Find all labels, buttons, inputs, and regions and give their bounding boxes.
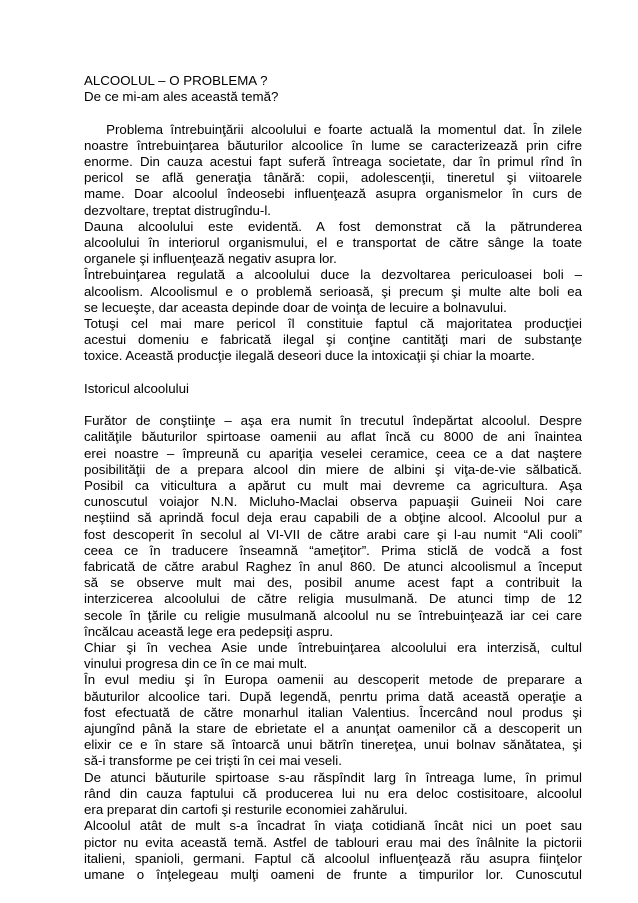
text-line: italieni, spanioli, germani. Faptul că alcoolul influenţează rău asupra fiinţelor: [84, 850, 582, 866]
text-line: De atunci băuturile spirtoase s-au răspîndit larg în întreaga lume, în primul: [84, 769, 582, 785]
text-line: noastre întrebuinţarea băuturilor alcoolice în lume se caracterizează prin cifre: [84, 137, 582, 153]
text-line: Totuşi cel mai mare pericol îl constituie faptul că majoritatea producţiei: [84, 316, 582, 332]
text-line: enorme. Din cauza acestui fapt suferă întreaga societate, dar în primul rînd în: [84, 154, 582, 169]
document-subtitle: De ce mi-am ales această temă?: [84, 89, 279, 105]
text-line: Chiar şi în vechea Asie unde întrebuinţarea alcoolului era interzisă, cultul: [84, 640, 582, 656]
text-line: pericol se află generaţia tânără: copii, adolescenţii, tineretul şi viitoarele: [84, 170, 582, 186]
text-line: mame. Doar alcoolul îndeosebi influenţează asupra organismelor în curs de: [84, 186, 582, 202]
text-line: Întrebuinţarea regulată a alcoolului duce la dezvoltarea periculoasei boli –: [84, 267, 582, 283]
spacer: [84, 365, 582, 381]
intro-paragraphs: [84, 122, 582, 365]
text-line: organele şi influenţează negativ asupra lor.: [84, 251, 337, 267]
text-line: umane o înţelegeau mulţi oameni de frunte a timpurilor lor. Cunoscutul: [84, 866, 582, 882]
text-line: acestui domeniu e fabricată ilegal şi conţine cantităţi mari de substanţe: [84, 332, 582, 348]
text-line: alcoolului în interiorul organismului, el e transportat de către sânge la toate: [84, 235, 582, 251]
text-line: erei noastre – împreună cu apariţia veselei ceramice, ceea ce a dat naştere: [84, 445, 582, 461]
text-line: dezvoltare, treptat distrugîndu-l.: [84, 202, 271, 218]
text-line: fost efectuată de către monarhul italian Valentius. Încercând noul produs şi: [84, 704, 582, 720]
text-line: secole în ţările cu religie musulmană alcoolul nu se întrebuinţează iar cei care: [84, 607, 582, 623]
text-line: băuturilor alcoolice tari. După legendă, penrtu prima dată această operaţie a: [84, 688, 582, 704]
document-title: ALCOOLUL – O PROBLEMA ?: [84, 73, 268, 88]
text-line: rând din cauza faptului că producerea lui nu era deloc costisitoare, alcoolul: [84, 785, 582, 801]
section-heading: Istoricul alcoolului: [84, 380, 189, 396]
history-paragraphs: [84, 413, 582, 883]
text-line: încălcau această lege era pedepsiţi aspru.: [84, 623, 334, 639]
text-line: Posibil ca viticultura a apărut cu mult mai devreme ca agricultura. Aşa: [84, 478, 582, 494]
text-line: posibilităţii de a prepara alcool din miere de albini şi viţa-de-vie sălbatică.: [84, 461, 582, 477]
text-line: fost descoperit în secolul al VI-VII de către arabi care şi l-au numit “Ali cooli”: [84, 526, 582, 542]
text-line: să se observe mult mai des, posibil anume acest fapt a contribuit la: [84, 575, 582, 591]
text-line: elixir ce e în stare să întoarcă unui bătrîn tinereţea, unui bolnav sănătatea, şi: [84, 737, 582, 753]
text-line: În evul mediu şi în Europa oamenii au descoperit metode de preparare a: [84, 672, 582, 688]
text-line: Dauna alcoolului este evidentă. A fost demonstrat că la pătrunderea: [84, 218, 582, 234]
text-line: neştiind să aprindă focul deja erau capabili de a obţine alcool. Alcoolul pur a: [84, 510, 582, 526]
text-line: Alcoolul atât de mult s-a încadrat în viaţa cotidiană încât nici un poet sau: [84, 818, 582, 834]
spacer: [84, 397, 582, 413]
spacer: [84, 105, 582, 121]
text-line: Problema întrebuinţării alcoolului e foarte actuală la momentul dat. În zilele: [84, 121, 582, 137]
text-line: Furător de conştiinţe – aşa era numit în trecutul îndepărtat alcoolul. Despre: [84, 413, 582, 429]
text-line: vinului progresa din ce în ce mai mult.: [84, 656, 308, 672]
text-line: era preparat din cartofi şi resturile economiei zahărului.: [84, 802, 408, 818]
text-line: se lecueşte, dar aceasta depinde doar de voinţa de lecuire a bolnavului.: [84, 299, 507, 315]
text-line: pictor nu evita această temă. Astfel de tablouri erau mai des înâlnite la pictorii: [84, 834, 582, 850]
text-line: să-i transforme pe cei trişti în cei mai veseli.: [84, 753, 342, 769]
text-line: ajungînd până la stare de ebrietate el a anunţat oamenilor că a descoperit un: [84, 721, 582, 737]
text-line: fabricată de către arabul Raghez în anul 860. De atunci alcoolismul a început: [84, 559, 582, 575]
text-line: cunoscutul voiajor N.N. Micluho-Maclai observa papuaşii Guineii Noi care: [84, 494, 582, 510]
text-line: interzicerea alcoolului de către religia musulmană. De atunci timp de 12: [84, 591, 582, 607]
text-line: toxice. Această producţie ilegală deseori duce la intoxicaţii şi chiar la moarte.: [84, 348, 535, 364]
text-line: alcoolism. Alcoolismul e o problemă serioasă, şi precum şi multe alte boli ea: [84, 283, 582, 299]
text-line: calităţile băuturilor spirtoase oamenii au aflat încă cu 8000 de ani înaintea: [84, 429, 582, 445]
text-line: ceea ce în traducere înseamnă “ameţitor”. Prima sticlă de vodcă a fost: [84, 542, 582, 558]
